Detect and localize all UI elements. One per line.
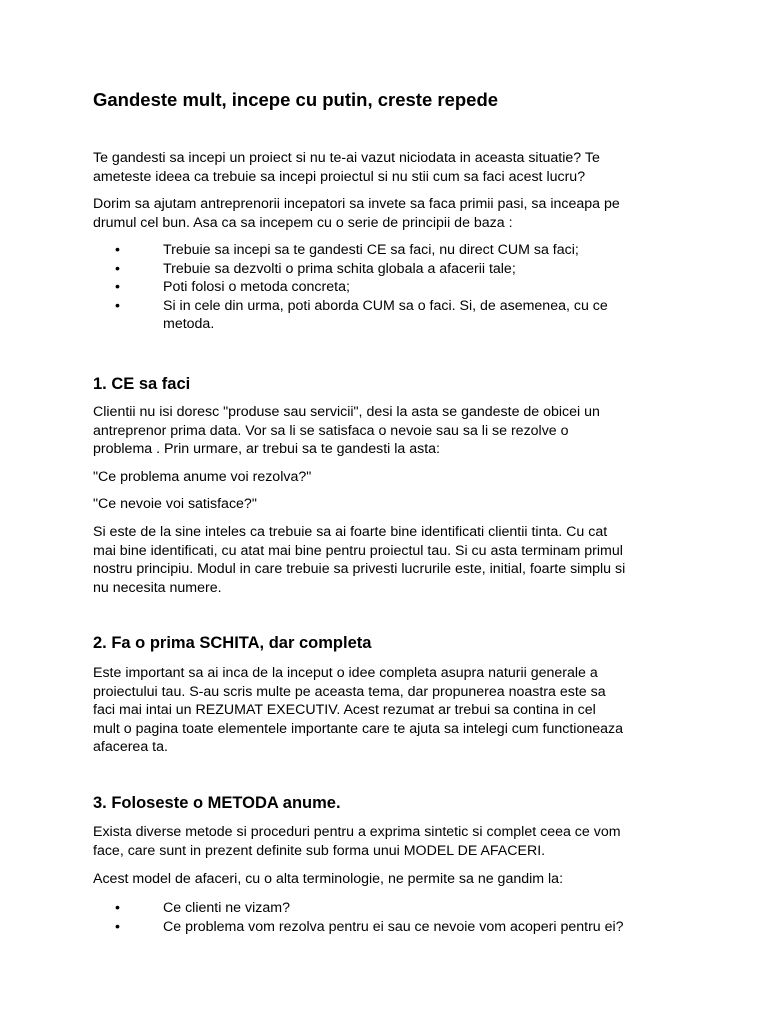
section-paragraph	[93, 403, 683, 459]
text-line: Te gandesti sa incepi un proiect si nu te-ai vazut niciodata in aceasta situatie? Te	[93, 150, 600, 166]
intro-paragraph	[93, 195, 683, 232]
text-line: afacerea ta.	[93, 739, 168, 756]
list-item	[93, 241, 683, 260]
list-item-text: metoda.	[163, 316, 215, 333]
bullet-icon: •	[115, 242, 120, 258]
list-item-text: Ce problema vom rezolva pentru ei sau ce nevoie vom acoperi pentru ei?	[163, 918, 624, 935]
text-line: nostru principiu. Modul in care trebuie sa privesti lucrurile este, initial, foarte simplu si	[93, 561, 626, 578]
list-item-text: Si in cele din urma, poti aborda CUM sa o faci. Si, de asemenea, cu ce	[163, 297, 608, 314]
bullet-icon: •	[115, 260, 120, 277]
list-item-text: Ce clienti ne vizam?	[163, 900, 290, 916]
list-item	[93, 899, 683, 918]
quote-line	[93, 468, 683, 487]
text-line: Si este de la sine inteles ca trebuie sa ai foarte bine identificati clientii tinta. Cu cat	[93, 524, 608, 540]
text-line: ameteste ideea ca trebuie sa incepi proiectul si nu stii cum sa faci acest lucru?	[93, 168, 586, 185]
list-item	[93, 918, 683, 937]
section-paragraph	[93, 823, 683, 860]
text-line: "Ce problema anume voi rezolva?"	[93, 469, 312, 485]
text-line: mult o pagina toate elementele importante care te ajuta sa intelegi cum functioneaza	[93, 720, 623, 737]
intro-paragraph	[93, 149, 683, 186]
quote-line	[93, 495, 683, 514]
principles-list	[93, 241, 683, 334]
text-line: proiectului tau. S-au scris multe pe aceasta tema, dar propunerea noastra este sa	[93, 683, 606, 700]
text-line: face, care sunt in prezent definite sub forma unui MODEL DE AFACERI.	[93, 842, 546, 859]
document-title: Gandeste mult, incepe cu putin, creste repede	[93, 89, 499, 110]
section-paragraph	[93, 870, 683, 889]
text-line: nu necesita numere.	[93, 579, 222, 596]
text-line: "Ce nevoie voi satisface?"	[93, 496, 257, 512]
questions-list	[93, 899, 683, 936]
list-item	[93, 260, 683, 279]
section-paragraph	[93, 664, 683, 757]
text-line: antreprenor prima data. Vor sa li se satisfaca o nevoie sau sa li se rezolve o	[93, 422, 569, 439]
bullet-icon: •	[115, 279, 120, 296]
text-line: mai bine identificati, cu atat mai bine pentru proiectul tau. Si cu asta terminam primul	[93, 542, 623, 559]
text-line: problema . Prin urmare, ar trebui sa te gandesti la asta:	[93, 441, 440, 458]
section-paragraph	[93, 523, 683, 597]
bullet-icon: •	[115, 900, 120, 916]
section-heading: 2. Fa o prima SCHITA, dar completa	[93, 634, 372, 652]
bullet-icon: •	[115, 918, 120, 935]
text-line: Este important sa ai inca de la inceput o idee completa asupra naturii generale a	[93, 665, 598, 681]
list-item-text: Poti folosi o metoda concreta;	[163, 279, 350, 296]
text-line: Acest model de afaceri, cu o alta terminologie, ne permite sa ne gandim la:	[93, 871, 564, 887]
list-item-text: Trebuie sa dezvolti o prima schita globala a afacerii tale;	[163, 260, 516, 277]
bullet-icon: •	[115, 297, 120, 314]
text-line: faci mai intai un REZUMAT EXECUTIV. Acest rezumat ar trebui sa contina in cel	[93, 702, 596, 719]
list-item	[93, 278, 683, 297]
text-line: drumul cel bun. Asa ca sa incepem cu o serie de principii de baza :	[93, 214, 513, 231]
section-heading: 1. CE sa faci	[93, 375, 191, 393]
section-heading: 3. Foloseste o METODA anume.	[93, 794, 341, 812]
list-item-text: Trebuie sa incepi sa te gandesti CE sa faci, nu direct CUM sa faci;	[163, 242, 579, 258]
text-line: Dorim sa ajutam antreprenorii incepatori sa invete sa faca primii pasi, sa inceapa pe	[93, 196, 620, 212]
text-line: Clientii nu isi doresc "produse sau servicii", desi la asta se gandeste de obicei un	[93, 404, 600, 420]
text-line: Exista diverse metode si proceduri pentru a exprima sintetic si complet ceea ce vom	[93, 824, 621, 840]
list-item	[93, 297, 683, 334]
